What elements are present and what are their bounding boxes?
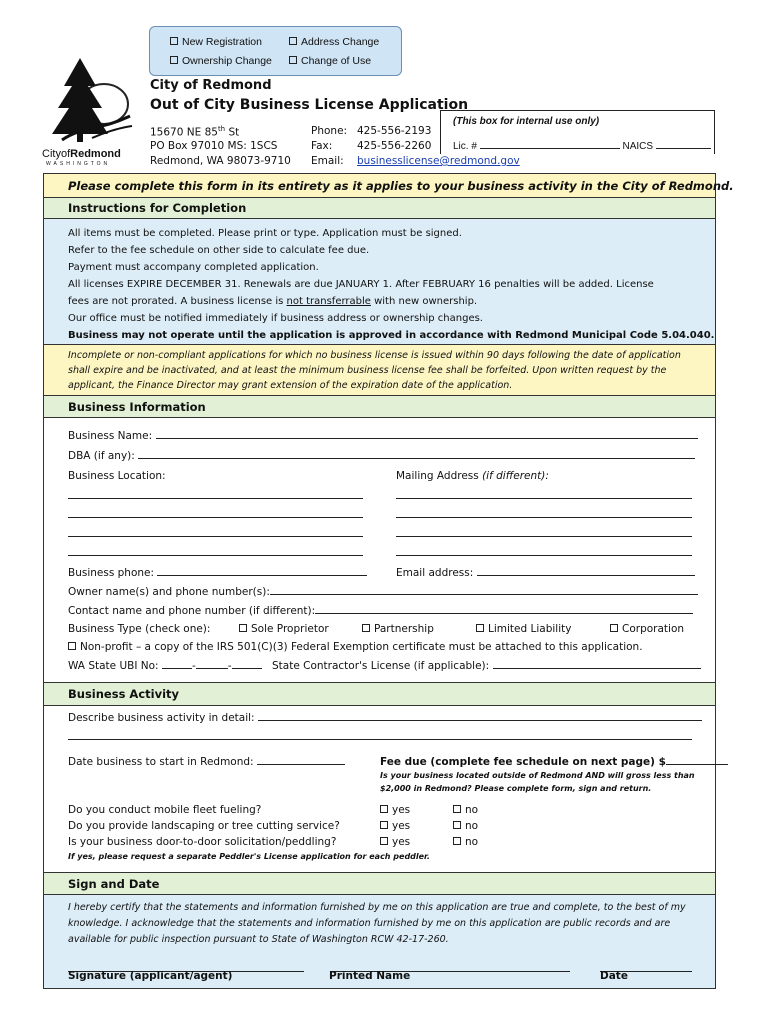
peddling-no-checkbox[interactable]: no [453,836,478,848]
instruction-line: Our office must be notified immediately if business address or ownership changes. [68,313,483,324]
fleet-fueling-no-checkbox[interactable]: no [453,804,478,816]
date-label: Date [600,970,628,982]
fee-due-field[interactable]: Fee due (complete fee schedule on next page) $ [380,756,728,768]
business-phone-field[interactable]: Business phone: [68,567,367,579]
tree-logo-icon [42,56,138,148]
mailing-address-line[interactable] [396,528,692,540]
mailing-address-line[interactable] [396,509,692,521]
sign-date-body: I hereby certify that the statements and information furnished by me on this application are true and complete, to the best of my knowledge. I acknowledge that the statements and information furnished by me on this application are public records and are available for public inspection pursuant to State of Washington RCW 42-17-260. Signature (applicant/agent) Printed Name Date [44,895,715,988]
business-activity-line[interactable] [68,731,692,743]
instruction-line: All items must be completed. Please print or type. Application must be signed. [68,228,462,239]
business-location-line[interactable] [68,528,363,540]
sign-date-header: Sign and Date [44,872,715,895]
question-fleet-fueling: Do you conduct mobile fleet fueling? [68,804,262,816]
checkbox-icon [362,624,370,632]
peddler-note: If yes, please request a separate Peddler's License application for each peddler. [68,852,430,861]
business-name-field[interactable]: Business Name: [68,430,698,442]
checkbox-icon [453,821,461,829]
checkbox-icon [453,837,461,845]
landscaping-yes-checkbox[interactable]: yes [380,820,410,832]
city-of-redmond-logo: CityofRedmond WASHINGTON [42,56,138,168]
checkbox-icon [380,837,388,845]
address-line-2: PO Box 97010 MS: 1SCS [150,140,278,152]
mailing-address-line[interactable] [396,547,692,559]
instruction-line: Business may not operate until the application is approved in accordance with Redmond Municipal Code 5.04.040. [68,330,715,341]
question-peddling: Is your business door-to-door solicitation/peddling? [68,836,337,848]
instruction-line: All licenses EXPIRE DECEMBER 31. Renewals are due JANUARY 1. After FEBRUARY 16 penalties will be added. License [68,279,654,290]
mailing-address-label: Mailing Address (if different): [396,470,549,482]
email-link[interactable]: businesslicense@redmond.gov [357,155,520,167]
partnership-checkbox[interactable]: Partnership [362,623,434,635]
business-activity-field[interactable]: Describe business activity in detail: [68,712,702,724]
address-line-3: Redmond, WA 98073-9710 [150,155,291,167]
instruction-line: fees are not prorated. A business license is not transferrable with new ownership. [68,296,478,307]
fleet-fueling-yes-checkbox[interactable]: yes [380,804,410,816]
email-address-field[interactable]: Email address: [396,567,695,579]
printed-name-label: Printed Name [329,970,411,982]
checkbox-icon [476,624,484,632]
limited-liability-checkbox[interactable]: Limited Liability [476,623,571,635]
peddling-yes-checkbox[interactable]: yes [380,836,410,848]
change-of-use-checkbox[interactable]: Change of Use [289,55,371,67]
checkbox-icon [453,805,461,813]
contact-field[interactable]: Contact name and phone number (if different): [68,605,693,617]
business-location-line[interactable] [68,509,363,521]
owner-field[interactable]: Owner name(s) and phone number(s): [68,586,698,598]
business-activity-header: Business Activity [44,682,715,706]
completion-banner: Please complete this form in its entirety as it applies to your business activity in the City of Redmond. [44,174,715,198]
expiration-notice: Incomplete or non-compliant applications for which no business license is issued within 90 days following the date of application shall expire and be inactivated, and at least the minimum business license fee shall be forfeited. Upon written request by the applicant, the Finance Director may grant extension of the expiration date of the application. [44,345,715,396]
dba-field[interactable]: DBA (if any): [68,450,695,462]
mailing-address-line[interactable] [396,490,692,502]
contractor-license-field[interactable]: State Contractor's License (if applicable): [272,660,701,672]
checkbox-icon[interactable] [170,56,178,64]
instruction-line: Payment must accompany completed application. [68,262,319,273]
checkbox-icon [610,624,618,632]
fee-note: Is your business located outside of Redmond AND will gross less than [380,771,695,780]
phone-number: 425-556-2193 [357,125,432,137]
checkbox-icon [68,642,76,650]
sole-proprietor-checkbox[interactable]: Sole Proprietor [239,623,329,635]
address-line-1: 15670 NE 85th St [150,125,240,139]
internal-use-box: (This box for internal use only) Lic. # NAICS [440,110,715,154]
city-name: City of Redmond [150,78,272,93]
instructions-header: Instructions for Completion [44,198,715,219]
registration-type-box [149,26,402,76]
checkbox-icon [380,805,388,813]
fax-number: 425-556-2260 [357,140,432,152]
nonprofit-checkbox[interactable]: Non-profit – a copy of the IRS 501(C)(3) Federal Exemption certificate must be attached to this application. [68,641,643,653]
ubi-field[interactable]: WA State UBI No: - - [68,660,262,672]
page-title: Out of City Business License Application [150,97,469,113]
business-location-line[interactable] [68,547,363,559]
new-registration-checkbox[interactable]: New Registration [170,36,262,48]
question-landscaping: Do you provide landscaping or tree cutting service? [68,820,340,832]
fee-note: $2,000 in Redmond? Please complete form, sign and return. [380,784,652,793]
ownership-change-checkbox[interactable]: Ownership Change [170,55,272,67]
business-location-line[interactable] [68,490,363,502]
business-type-label: Business Type (check one): [68,623,211,635]
email-label: Email: [311,155,344,167]
corporation-checkbox[interactable]: Corporation [610,623,684,635]
application-form [43,173,734,989]
instruction-line: Refer to the fee schedule on other side to calculate fee due. [68,245,370,256]
business-info-header: Business Information [44,396,715,418]
checkbox-icon[interactable] [289,37,297,45]
checkbox-icon[interactable] [289,56,297,64]
instructions-body [44,219,715,345]
phone-label: Phone: [311,125,348,137]
signature-label: Signature (applicant/agent) [68,970,233,982]
start-date-field[interactable]: Date business to start in Redmond: [68,756,345,768]
checkbox-icon[interactable] [170,37,178,45]
license-number-field[interactable]: Lic. # NAICS [453,140,711,152]
checkbox-icon [380,821,388,829]
landscaping-no-checkbox[interactable]: no [453,820,478,832]
address-change-checkbox[interactable]: Address Change [289,36,379,48]
fax-label: Fax: [311,140,333,152]
business-location-label: Business Location: [68,470,166,482]
checkbox-icon [239,624,247,632]
